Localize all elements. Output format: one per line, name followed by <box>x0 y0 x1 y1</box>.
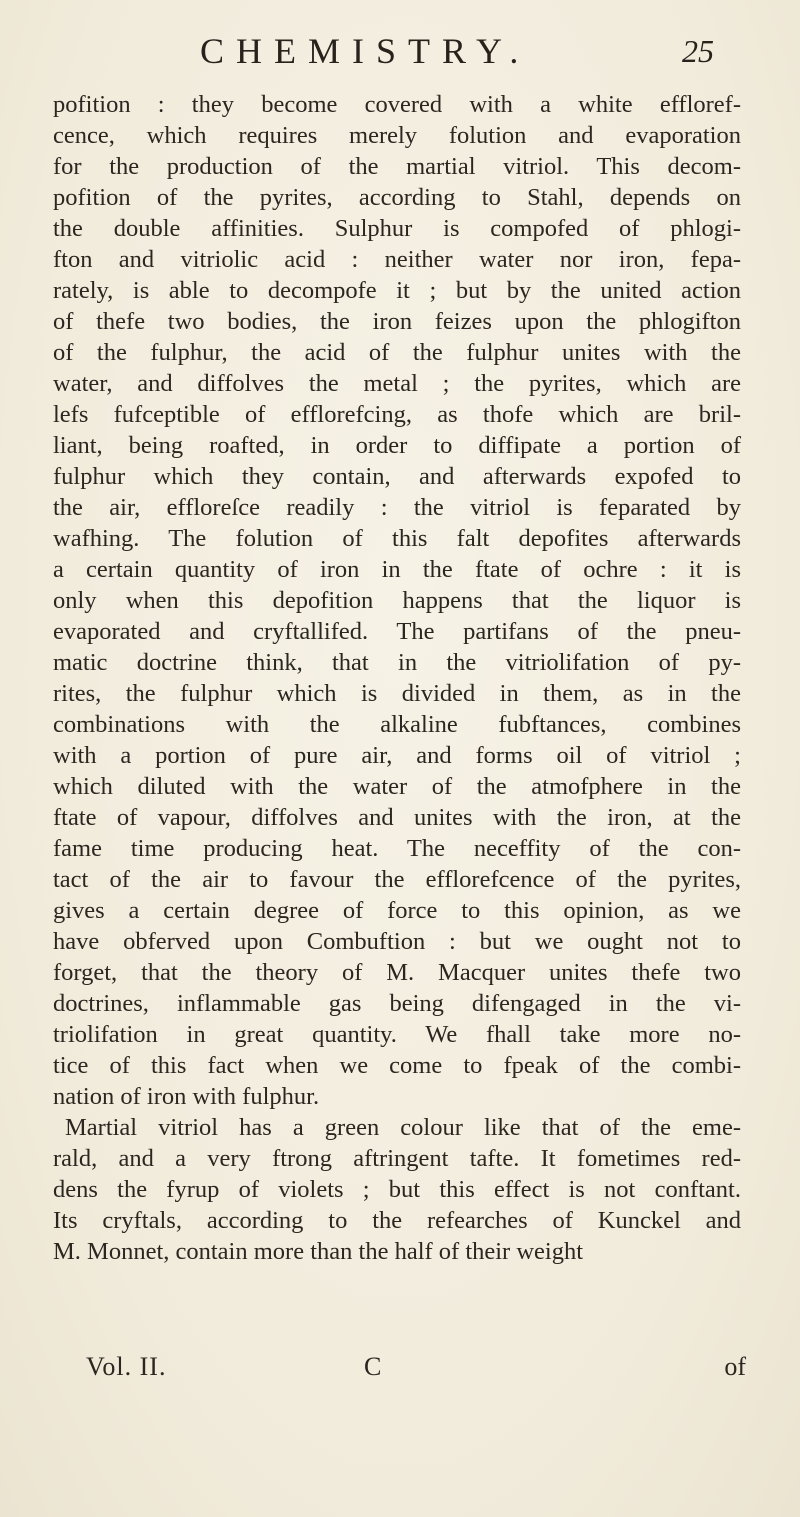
text-line: of the fulphur, the acid of the fulphur unites with the <box>53 339 741 366</box>
text-line: cence, which requires merely folution and evaporation <box>53 122 741 149</box>
text-line: of thefe two bodies, the iron feizes upon the phlogifton <box>53 308 741 335</box>
text-line: evaporated and cryftallifed. The partifans of the pneu- <box>53 618 741 645</box>
page-footer <box>86 1350 746 1384</box>
text-line: for the production of the martial vitriol. This decom- <box>53 153 741 180</box>
text-line: tice of this fact when we come to fpeak of the combi- <box>53 1052 741 1079</box>
text-line: fame time producing heat. The neceffity of the con- <box>53 835 741 862</box>
text-line: triolifation in great quantity. We fhall take more no- <box>53 1021 741 1048</box>
running-title: CHEMISTRY. <box>200 31 531 71</box>
volume-label: Vol. II. <box>86 1352 167 1381</box>
text-line: lefs fufceptible of efflorefcing, as thofe which are bril- <box>53 401 741 428</box>
running-head <box>200 26 720 76</box>
text-line: the double affinities. Sulphur is compofed of phlogi- <box>53 215 741 242</box>
text-line: only when this depofition happens that the liquor is <box>53 587 741 614</box>
body-text <box>53 89 741 1267</box>
text-line: nation of iron with fulphur. <box>53 1083 320 1110</box>
text-line: liant, being roafted, in order to diffipate a portion of <box>53 432 741 459</box>
text-line: ftate of vapour, diffolves and unites with the iron, at the <box>53 804 741 831</box>
text-line: pofition : they become covered with a white effloref- <box>53 91 741 118</box>
text-line: M. Monnet, contain more than the half of their weight <box>53 1238 584 1265</box>
text-line: water, and diffolves the metal ; the pyrites, which are <box>53 370 741 397</box>
text-line: which diluted with the water of the atmofphere in the <box>53 773 741 800</box>
text-line: pofition of the pyrites, according to Stahl, depends on <box>53 184 741 211</box>
page-number: 25 <box>682 33 714 69</box>
signature-mark: C <box>364 1352 382 1381</box>
text-line: forget, that the theory of M. Macquer unites thefe two <box>53 959 741 986</box>
text-line: wafhing. The folution of this falt depofites afterwards <box>53 525 741 552</box>
text-line: rites, the fulphur which is divided in them, as in the <box>53 680 741 707</box>
catchword: of <box>724 1352 746 1381</box>
paragraph-1 <box>53 89 741 1112</box>
text-line: tact of the air to favour the efflorefcence of the pyrites, <box>53 866 741 893</box>
text-line: combinations with the alkaline fubftances, combines <box>53 711 741 738</box>
text-line: Martial vitriol has a green colour like that of the eme- <box>65 1114 741 1141</box>
text-line: have obferved upon Combuftion : but we ought not to <box>53 928 741 955</box>
text-line: dens the fyrup of violets ; but this effect is not conftant. <box>53 1176 741 1203</box>
text-line: fulphur which they contain, and afterwards expofed to <box>53 463 741 490</box>
text-line: with a portion of pure air, and forms oil of vitriol ; <box>53 742 741 769</box>
text-line: the air, effloreſce readily : the vitriol is feparated by <box>53 494 741 521</box>
text-line: a certain quantity of iron in the ftate of ochre : it is <box>53 556 741 583</box>
text-line: fton and vitriolic acid : neither water nor iron, fepa- <box>53 246 741 273</box>
text-line: Its cryftals, according to the refearches of Kunckel and <box>53 1207 741 1234</box>
text-line: doctrines, inflammable gas being difengaged in the vi- <box>53 990 741 1017</box>
paragraph-2 <box>53 1112 741 1267</box>
text-line: rately, is able to decompofe it ; but by the united action <box>53 277 741 304</box>
text-line: rald, and a very ftrong aftringent tafte. It fometimes red- <box>53 1145 741 1172</box>
text-line: gives a certain degree of force to this opinion, as we <box>53 897 741 924</box>
text-line: matic doctrine think, that in the vitriolifation of py- <box>53 649 741 676</box>
